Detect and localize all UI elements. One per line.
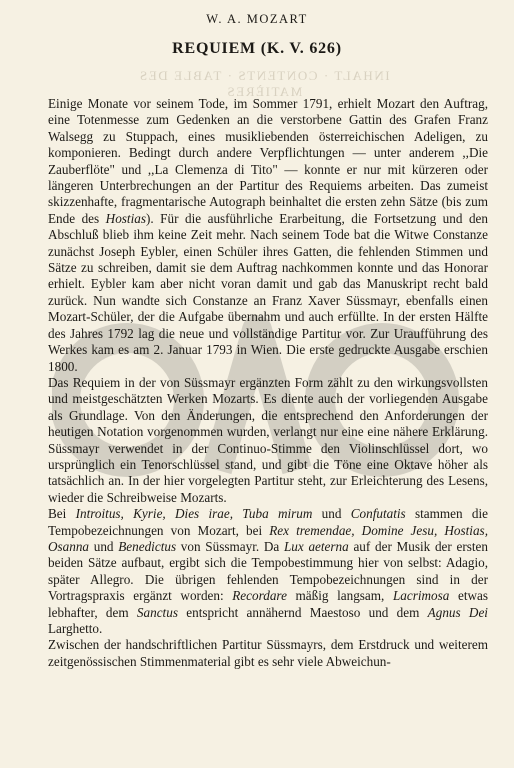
- paragraph: Das Requiem in der von Süssmayr ergänzten Form zählt zu den wirkungsvollsten und meistgeschätzten Werken Mozarts. Es diente auch der vorliegenden Ausgabe als Grundlage. Von den Änderungen, die entsprechend den Anforderungen der heutigen Notation vorgenommen wurden, verlangt nur eine eine nähere Erklärung. Süssmayr verwendet in der Continuo-Stimme den Violinschlüssel dort, wo ursprünglich ein Tenorschlüssel stand, und gibt die Töne eine Oktave höher als tatsächlich an. In der hier vorgelegten Partitur steht, zur Erleichterung des Lesens, wieder die Schreibweise Mozarts.: [48, 374, 488, 505]
- paragraph: Einige Monate vor seinem Tode, im Sommer 1791, erhielt Mozart den Auftrag, eine Totenmesse zum Gedenken an die verstorbene Gattin des Grafen Franz Walsegg zu Stuppach, eines musikliebenden österreichischen Adeligen, zu komponieren. Bedingt durch andere Verpflichtungen — unter anderem ,,Die Zauberflöte" und ,,La Clemenza di Tito" — konnte er nur mit kürzeren oder längeren Unterbrechungen an der Partitur des Requiems arbeiten. Das zumeist skizzenhafte, fragmentarische Autograph beinhaltet die ersten zehn Sätze (bis zum Ende des Hostias). Für die ausführliche Erarbeitung, die Fortsetzung und den Abschluß blieb ihm keine Zeit mehr. Nach seinem Tode bat die Witwe Constanze zunächst Joseph Eybler, einen Schüler ihres Gatten, die fehlenden Stimmen und Sätze zu schreiben, damit sie dem Auftrag nachkommen konnte und das Honorar erhielt. Eybler kam aber nicht voran damit und gab das Manuskript recht bald zurück. Nun wandte sich Constanze an Franz Xaver Süssmayr, ebenfalls einen Mozart-Schüler, der die Aufgabe übernahm und auch erfüllte. In der ersten Hälfte des Jahres 1792 lag die neue und vollständige Partitur vor. Zur Uraufführung des Werkes kam es am 2. Januar 1793 in Wien. Die erste gedruckte Ausgabe erschien 1800.: [48, 96, 488, 374]
- preface-text: [48, 96, 488, 670]
- work-title: REQUIEM (K. V. 626): [172, 40, 342, 57]
- bleed-through-text: INHALT · CONTENTS · TABLE DES MATIÈRES: [138, 68, 390, 99]
- paragraph: Zwischen der handschriftlichen Partitur Süssmayrs, dem Erstdruck und weiterem zeitgenössischen Stimmenmaterial gibt es sehr viele Abweichun-: [48, 637, 488, 669]
- composer-name: W. A. MOZART: [206, 12, 308, 26]
- paragraph: Bei Introitus, Kyrie, Dies irae, Tuba mirum und Confutatis stammen die Tempobezeichnungen von Mozart, bei Rex tremendae, Domine Jesu, Hostias, Osanna und Benedictus von Süssmayr. Da Lux aeterna auf der Musik der ersten beiden Sätze aufbaut, ergibt sich die Tempobestimmung hier von selbst: Adagio, später Allegro. Die übrigen fehlenden Tempobezeichnungen sind in der Vortragspraxis ergänzt worden: Recordare mäßig langsam, Lacrimosa etwas lebhafter, dem Sanctus entspricht annähernd Maestoso und dem Agnus Dei Larghetto.: [48, 506, 488, 636]
